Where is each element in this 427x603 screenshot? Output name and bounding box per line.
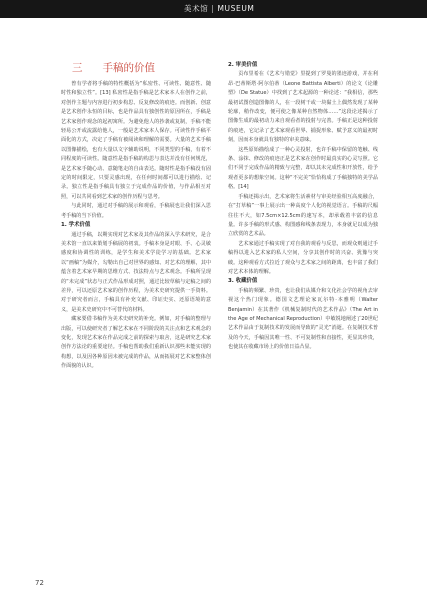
section-heading <box>72 61 155 75</box>
subsection-heading: 1. 学术价值 <box>61 222 91 229</box>
subsection-heading: 3. 收藏价值 <box>228 278 258 285</box>
magazine-title <box>184 4 254 14</box>
body-paragraph: 通过手稿，以期实现对艺术家及其作品的深入学术研究，是合美术馆一直以来策划手稿展的初衷。手稿本身是对眼、手、心灵敏感度和协调性的训练，是学生和美术学徒学习的基础。艺术家以“画稿”为媒介，勾勒出自己对世界的感知、对艺术的理解，其中蕴含着艺术家早期的思维方式、技法特点与艺术观念。手稿所呈现的“未完成”状态与正式作品形成对照，通过比较草稿与定稿之间的差异，可以还原艺术家的创作历程，为美术史研究提供一手资料。对于研究者而言，手稿具有补充文献、印证史实、还原语境的意义，是美术史研究中不可替代的材料。 <box>61 231 211 313</box>
body-paragraph: 手稿还揭示出，艺术家将生活素材与审美经验相互高度融合，在“打草稿”一事上展示出一种高度个人化的视觉语言。手稿的尺幅往往不大，如7.5cm×12.5cm的速写本，却承载着丰富的信息量。许多手稿的形式感、构图感和线条表现力，本身就足以成为独立欣赏的艺术品。 <box>228 193 378 238</box>
body-paragraph: 贡布里希在《艺术与错觉》里提到了罗曼的墨迹游戏，并在利昂·巴蒂斯塔·阿尔伯蒂（Leone Battista Alberti）的论文《论雕塑》（De Statue）中找到了艺术起源的一种论述：“我相信，那些最初试图创造图像的人，在一段树干或一块黏土上偶然发现了某种轮廓，稍作改变，便可使之像某种自然物体……”这段论述揭示了图像生成的最初动力来自观看者的投射与完善。手稿正是这种投射的痕迹，它记录了艺术家观看世界、捕捉形象、赋予意义的最初时刻，因而本身就具有独特的审美意味。 <box>228 71 378 144</box>
body-paragraph: 与此同时，通过对手稿的展示和观看，手稿展也让我们深入思考手稿的当下价值。 <box>61 203 211 219</box>
right-column <box>228 61 378 353</box>
page-number: 72 <box>35 579 44 587</box>
left-column <box>61 80 211 372</box>
title-separator: | <box>211 4 215 13</box>
section-title-text: 手稿的价值 <box>102 62 155 74</box>
body-paragraph: 藏家要借书稿作为美术史研究的补充。例如，对手稿的整理与出版，可以使研究者了解艺术家在不同阶段的关注点和艺术观念的变化，发现艺术家在作品完成之前的探索与取舍，这是研究艺术家创作方法论的重要途径。手稿也帮助我们重新认识那些未能实现的构想，以及因各种原因未被完成的作品，从而拓展对艺术家整体创作面貌的认识。 <box>61 316 211 370</box>
section-number: 三 <box>72 62 83 74</box>
body-paragraph: 这些原始描绘成了一种心灵投射，也许手稿中保留的笔触、线条、涂抹、修改的痕迹正是艺术家在创作时最真实的心灵写照。它们不同于完成作品的精致与完整，却以其未完成性和开放性，给予观者更多的想象空间。这种“不完美”恰恰构成了手稿独特的美学品格。[14] <box>228 146 378 191</box>
subsection-heading: 2. 审美价值 <box>228 62 258 68</box>
body-paragraph: 曾有学者将手稿的特性概括为“私密性、可读性、随意性、随时性和独立性”。[13] 私密性是指手稿是艺术家本人在创作之前，对创作主题与内容进行初步构思、反复修改的痕迹。而创新、创意是艺术创作永恒的目标，也是作品具有独创性的原因所在，手稿是艺术家创作观念的起初寓所。为避免他人的抄袭或复制，手稿不能轻易公开或流露给他人，一般是艺术家本人保存。可读性作手稿平面化的方式，决定了手稿有被阅读和理解的需要。大量的艺术手稿以图像描绘，也有大量以文字辅助说明，不同类型的手稿，有着不同程度的可读性。随意性是指手稿的构思与表达并没有任何规范，是艺术家手随心动、意随笔走的自由表达。随时性是指手稿没有固定的时间限定，只要灵感出现，在任何时间都可以进行描绘、记录。独立性是指手稿具有独立于完成作品的价值，与作品相互对照，可以共同看到艺术家的创作历程与思考。 <box>61 81 211 200</box>
body-paragraph: 手稿的频繁、珍贵，也让我们从媒介和文化社会学的视角去审视这个热门现象。德国文艺理论家瓦尔特·本雅明（Walter Benjamin）在其著作《机械复制时代的艺术作品》（The Art in the Age of Mechanical Reproduction）中敏锐地阐述了20世纪艺术作品由于复制技术的发展而导致的“灵光”消逝。在复制技术普及的今天，手稿因其唯一性、不可复制性和直接性，更显其珍贵，也使其在收藏市场上的价值日益凸显。 <box>228 287 378 351</box>
body-paragraph: 艺术家通过手稿实现了对自我的观看与反思，而观众则通过手稿得以进入艺术家的私人空间，分享其创作时的兴奋、犹豫与突破。这种观看方式拉近了观众与艺术家之间的距离，也丰富了我们对艺术本体的理解。 <box>228 240 378 275</box>
magazine-title-cn: 美术馆 <box>184 4 209 13</box>
header-bar <box>0 0 427 18</box>
magazine-title-en: MUSEUM <box>217 4 255 13</box>
